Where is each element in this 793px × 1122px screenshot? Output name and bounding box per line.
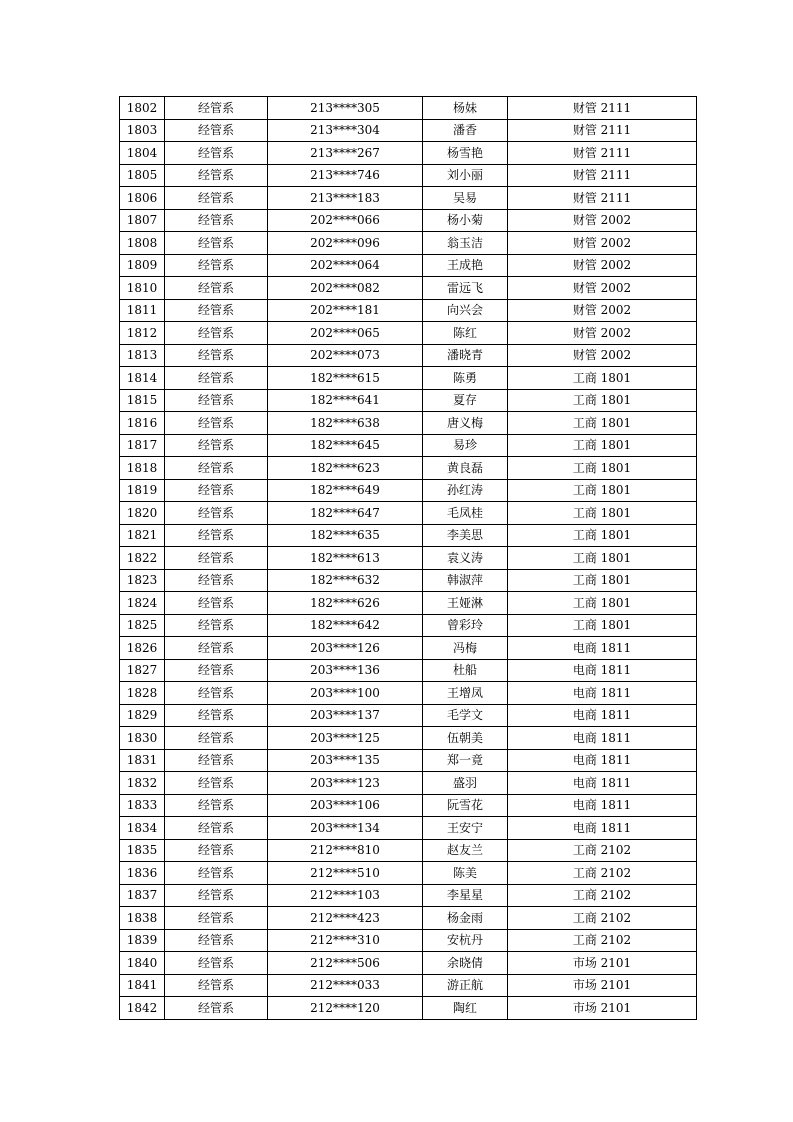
student-id-cell: 182****641 bbox=[268, 389, 423, 412]
table-row bbox=[120, 164, 697, 187]
student-id-cell: 182****647 bbox=[268, 502, 423, 525]
student-id-cell: 202****064 bbox=[268, 254, 423, 277]
class-cell: 工商 1801 bbox=[508, 412, 697, 435]
student-id-cell: 182****632 bbox=[268, 569, 423, 592]
table-row bbox=[120, 614, 697, 637]
student-name-cell: 安杭丹 bbox=[423, 929, 508, 952]
student-id-cell: 202****065 bbox=[268, 322, 423, 345]
class-cell: 工商 2102 bbox=[508, 884, 697, 907]
class-cell: 工商 1801 bbox=[508, 479, 697, 502]
department-cell: 经管系 bbox=[165, 929, 268, 952]
student-name-cell: 杨妹 bbox=[423, 97, 508, 120]
row-number-cell: 1809 bbox=[120, 254, 165, 277]
class-cell: 财管 2002 bbox=[508, 277, 697, 300]
department-cell: 经管系 bbox=[165, 839, 268, 862]
table-row bbox=[120, 412, 697, 435]
department-cell: 经管系 bbox=[165, 907, 268, 930]
department-cell: 经管系 bbox=[165, 682, 268, 705]
department-cell: 经管系 bbox=[165, 502, 268, 525]
table-row bbox=[120, 457, 697, 480]
student-id-cell: 182****635 bbox=[268, 524, 423, 547]
row-number-cell: 1834 bbox=[120, 817, 165, 840]
student-id-cell: 212****510 bbox=[268, 862, 423, 885]
department-cell: 经管系 bbox=[165, 457, 268, 480]
table-row bbox=[120, 209, 697, 232]
student-name-cell: 杨金雨 bbox=[423, 907, 508, 930]
student-id-cell: 202****073 bbox=[268, 344, 423, 367]
row-number-cell: 1826 bbox=[120, 637, 165, 660]
department-cell: 经管系 bbox=[165, 254, 268, 277]
class-cell: 电商 1811 bbox=[508, 749, 697, 772]
department-cell: 经管系 bbox=[165, 974, 268, 997]
row-number-cell: 1835 bbox=[120, 839, 165, 862]
student-name-cell: 陈勇 bbox=[423, 367, 508, 390]
student-id-cell: 182****626 bbox=[268, 592, 423, 615]
department-cell: 经管系 bbox=[165, 367, 268, 390]
student-name-cell: 曾彩玲 bbox=[423, 614, 508, 637]
table-row bbox=[120, 434, 697, 457]
class-cell: 工商 1801 bbox=[508, 389, 697, 412]
student-id-cell: 182****649 bbox=[268, 479, 423, 502]
row-number-cell: 1823 bbox=[120, 569, 165, 592]
class-cell: 财管 2002 bbox=[508, 254, 697, 277]
student-name-cell: 翁玉洁 bbox=[423, 232, 508, 255]
student-name-cell: 盛羽 bbox=[423, 772, 508, 795]
table-row bbox=[120, 502, 697, 525]
department-cell: 经管系 bbox=[165, 322, 268, 345]
table-row bbox=[120, 389, 697, 412]
student-id-cell: 213****305 bbox=[268, 97, 423, 120]
student-name-cell: 易珍 bbox=[423, 434, 508, 457]
class-cell: 电商 1811 bbox=[508, 817, 697, 840]
class-cell: 工商 1801 bbox=[508, 569, 697, 592]
student-name-cell: 赵友兰 bbox=[423, 839, 508, 862]
student-id-cell: 203****137 bbox=[268, 704, 423, 727]
student-name-cell: 余晓倩 bbox=[423, 952, 508, 975]
row-number-cell: 1833 bbox=[120, 794, 165, 817]
department-cell: 经管系 bbox=[165, 884, 268, 907]
student-name-cell: 陈红 bbox=[423, 322, 508, 345]
row-number-cell: 1841 bbox=[120, 974, 165, 997]
student-name-cell: 刘小丽 bbox=[423, 164, 508, 187]
student-name-cell: 陶红 bbox=[423, 997, 508, 1020]
student-id-cell: 202****066 bbox=[268, 209, 423, 232]
class-cell: 财管 2111 bbox=[508, 142, 697, 165]
student-id-cell: 202****096 bbox=[268, 232, 423, 255]
class-cell: 电商 1811 bbox=[508, 637, 697, 660]
student-name-cell: 王安宁 bbox=[423, 817, 508, 840]
department-cell: 经管系 bbox=[165, 524, 268, 547]
row-number-cell: 1815 bbox=[120, 389, 165, 412]
student-id-cell: 182****613 bbox=[268, 547, 423, 570]
class-cell: 电商 1811 bbox=[508, 772, 697, 795]
row-number-cell: 1804 bbox=[120, 142, 165, 165]
student-id-cell: 182****642 bbox=[268, 614, 423, 637]
student-id-cell: 213****183 bbox=[268, 187, 423, 210]
student-name-cell: 唐义梅 bbox=[423, 412, 508, 435]
class-cell: 工商 1801 bbox=[508, 547, 697, 570]
table-row bbox=[120, 547, 697, 570]
student-id-cell: 212****103 bbox=[268, 884, 423, 907]
row-number-cell: 1827 bbox=[120, 659, 165, 682]
table-row bbox=[120, 119, 697, 142]
class-cell: 财管 2111 bbox=[508, 119, 697, 142]
student-name-cell: 向兴会 bbox=[423, 299, 508, 322]
student-id-cell: 182****638 bbox=[268, 412, 423, 435]
table-row bbox=[120, 592, 697, 615]
student-name-cell: 游正航 bbox=[423, 974, 508, 997]
student-name-cell: 李星星 bbox=[423, 884, 508, 907]
table-row bbox=[120, 929, 697, 952]
student-id-cell: 203****126 bbox=[268, 637, 423, 660]
row-number-cell: 1820 bbox=[120, 502, 165, 525]
student-name-cell: 潘晓青 bbox=[423, 344, 508, 367]
department-cell: 经管系 bbox=[165, 772, 268, 795]
student-name-cell: 王娅淋 bbox=[423, 592, 508, 615]
row-number-cell: 1807 bbox=[120, 209, 165, 232]
table-row bbox=[120, 232, 697, 255]
row-number-cell: 1816 bbox=[120, 412, 165, 435]
row-number-cell: 1811 bbox=[120, 299, 165, 322]
class-cell: 财管 2002 bbox=[508, 232, 697, 255]
department-cell: 经管系 bbox=[165, 817, 268, 840]
department-cell: 经管系 bbox=[165, 862, 268, 885]
table-row bbox=[120, 839, 697, 862]
student-id-cell: 202****082 bbox=[268, 277, 423, 300]
row-number-cell: 1830 bbox=[120, 727, 165, 750]
row-number-cell: 1822 bbox=[120, 547, 165, 570]
class-cell: 工商 1801 bbox=[508, 457, 697, 480]
table-row bbox=[120, 884, 697, 907]
student-table bbox=[119, 96, 697, 1020]
row-number-cell: 1840 bbox=[120, 952, 165, 975]
student-name-cell: 韩淑萍 bbox=[423, 569, 508, 592]
table-row bbox=[120, 277, 697, 300]
row-number-cell: 1832 bbox=[120, 772, 165, 795]
row-number-cell: 1810 bbox=[120, 277, 165, 300]
table-row bbox=[120, 659, 697, 682]
class-cell: 市场 2101 bbox=[508, 997, 697, 1020]
table-row bbox=[120, 367, 697, 390]
table-row bbox=[120, 479, 697, 502]
class-cell: 电商 1811 bbox=[508, 682, 697, 705]
class-cell: 工商 1801 bbox=[508, 434, 697, 457]
department-cell: 经管系 bbox=[165, 614, 268, 637]
row-number-cell: 1814 bbox=[120, 367, 165, 390]
student-name-cell: 郑一竟 bbox=[423, 749, 508, 772]
department-cell: 经管系 bbox=[165, 479, 268, 502]
class-cell: 电商 1811 bbox=[508, 704, 697, 727]
table-row bbox=[120, 727, 697, 750]
student-id-cell: 213****304 bbox=[268, 119, 423, 142]
class-cell: 工商 1801 bbox=[508, 524, 697, 547]
class-cell: 财管 2002 bbox=[508, 209, 697, 232]
department-cell: 经管系 bbox=[165, 569, 268, 592]
department-cell: 经管系 bbox=[165, 164, 268, 187]
student-name-cell: 王增凤 bbox=[423, 682, 508, 705]
class-cell: 电商 1811 bbox=[508, 794, 697, 817]
table-row bbox=[120, 952, 697, 975]
table-row bbox=[120, 142, 697, 165]
class-cell: 工商 1801 bbox=[508, 592, 697, 615]
department-cell: 经管系 bbox=[165, 389, 268, 412]
department-cell: 经管系 bbox=[165, 637, 268, 660]
student-id-cell: 182****623 bbox=[268, 457, 423, 480]
class-cell: 电商 1811 bbox=[508, 727, 697, 750]
student-id-cell: 213****746 bbox=[268, 164, 423, 187]
department-cell: 经管系 bbox=[165, 412, 268, 435]
department-cell: 经管系 bbox=[165, 434, 268, 457]
department-cell: 经管系 bbox=[165, 749, 268, 772]
class-cell: 财管 2002 bbox=[508, 344, 697, 367]
department-cell: 经管系 bbox=[165, 142, 268, 165]
row-number-cell: 1819 bbox=[120, 479, 165, 502]
student-id-cell: 203****106 bbox=[268, 794, 423, 817]
row-number-cell: 1828 bbox=[120, 682, 165, 705]
table-row bbox=[120, 974, 697, 997]
department-cell: 经管系 bbox=[165, 209, 268, 232]
student-name-cell: 黄良磊 bbox=[423, 457, 508, 480]
department-cell: 经管系 bbox=[165, 344, 268, 367]
student-id-cell: 203****134 bbox=[268, 817, 423, 840]
student-id-cell: 213****267 bbox=[268, 142, 423, 165]
department-cell: 经管系 bbox=[165, 547, 268, 570]
student-name-cell: 伍朝美 bbox=[423, 727, 508, 750]
row-number-cell: 1838 bbox=[120, 907, 165, 930]
department-cell: 经管系 bbox=[165, 299, 268, 322]
student-id-cell: 203****136 bbox=[268, 659, 423, 682]
table-row bbox=[120, 524, 697, 547]
student-table-body bbox=[120, 97, 697, 1020]
department-cell: 经管系 bbox=[165, 794, 268, 817]
table-row bbox=[120, 794, 697, 817]
row-number-cell: 1817 bbox=[120, 434, 165, 457]
row-number-cell: 1824 bbox=[120, 592, 165, 615]
student-name-cell: 杨小菊 bbox=[423, 209, 508, 232]
student-name-cell: 袁义涛 bbox=[423, 547, 508, 570]
row-number-cell: 1842 bbox=[120, 997, 165, 1020]
student-id-cell: 212****810 bbox=[268, 839, 423, 862]
table-row bbox=[120, 569, 697, 592]
department-cell: 经管系 bbox=[165, 277, 268, 300]
student-name-cell: 潘香 bbox=[423, 119, 508, 142]
department-cell: 经管系 bbox=[165, 704, 268, 727]
table-row bbox=[120, 254, 697, 277]
table-row bbox=[120, 817, 697, 840]
row-number-cell: 1836 bbox=[120, 862, 165, 885]
student-id-cell: 212****120 bbox=[268, 997, 423, 1020]
department-cell: 经管系 bbox=[165, 119, 268, 142]
student-id-cell: 182****645 bbox=[268, 434, 423, 457]
student-name-cell: 杨雪艳 bbox=[423, 142, 508, 165]
row-number-cell: 1839 bbox=[120, 929, 165, 952]
row-number-cell: 1808 bbox=[120, 232, 165, 255]
class-cell: 工商 1801 bbox=[508, 367, 697, 390]
table-row bbox=[120, 907, 697, 930]
student-id-cell: 203****125 bbox=[268, 727, 423, 750]
department-cell: 经管系 bbox=[165, 592, 268, 615]
student-id-cell: 212****310 bbox=[268, 929, 423, 952]
department-cell: 经管系 bbox=[165, 952, 268, 975]
row-number-cell: 1806 bbox=[120, 187, 165, 210]
table-row bbox=[120, 97, 697, 120]
row-number-cell: 1829 bbox=[120, 704, 165, 727]
student-name-cell: 孙红涛 bbox=[423, 479, 508, 502]
student-name-cell: 王成艳 bbox=[423, 254, 508, 277]
row-number-cell: 1812 bbox=[120, 322, 165, 345]
table-row bbox=[120, 772, 697, 795]
row-number-cell: 1818 bbox=[120, 457, 165, 480]
table-row bbox=[120, 344, 697, 367]
department-cell: 经管系 bbox=[165, 997, 268, 1020]
student-id-cell: 212****506 bbox=[268, 952, 423, 975]
class-cell: 工商 1801 bbox=[508, 502, 697, 525]
class-cell: 工商 2102 bbox=[508, 862, 697, 885]
student-id-cell: 203****123 bbox=[268, 772, 423, 795]
table-row bbox=[120, 749, 697, 772]
student-id-cell: 202****181 bbox=[268, 299, 423, 322]
department-cell: 经管系 bbox=[165, 232, 268, 255]
row-number-cell: 1802 bbox=[120, 97, 165, 120]
student-id-cell: 203****100 bbox=[268, 682, 423, 705]
row-number-cell: 1837 bbox=[120, 884, 165, 907]
student-name-cell: 毛学文 bbox=[423, 704, 508, 727]
table-row bbox=[120, 187, 697, 210]
department-cell: 经管系 bbox=[165, 659, 268, 682]
class-cell: 财管 2111 bbox=[508, 164, 697, 187]
row-number-cell: 1813 bbox=[120, 344, 165, 367]
table-row bbox=[120, 682, 697, 705]
class-cell: 电商 1811 bbox=[508, 659, 697, 682]
row-number-cell: 1805 bbox=[120, 164, 165, 187]
student-id-cell: 203****135 bbox=[268, 749, 423, 772]
table-row bbox=[120, 862, 697, 885]
class-cell: 财管 2002 bbox=[508, 322, 697, 345]
student-id-cell: 182****615 bbox=[268, 367, 423, 390]
student-name-cell: 杜船 bbox=[423, 659, 508, 682]
student-name-cell: 陈美 bbox=[423, 862, 508, 885]
department-cell: 经管系 bbox=[165, 97, 268, 120]
class-cell: 市场 2101 bbox=[508, 974, 697, 997]
row-number-cell: 1803 bbox=[120, 119, 165, 142]
class-cell: 工商 2102 bbox=[508, 907, 697, 930]
student-name-cell: 夏存 bbox=[423, 389, 508, 412]
student-id-cell: 212****033 bbox=[268, 974, 423, 997]
class-cell: 财管 2111 bbox=[508, 97, 697, 120]
class-cell: 工商 2102 bbox=[508, 839, 697, 862]
class-cell: 工商 1801 bbox=[508, 614, 697, 637]
student-id-cell: 212****423 bbox=[268, 907, 423, 930]
student-name-cell: 阮雪花 bbox=[423, 794, 508, 817]
table-row bbox=[120, 322, 697, 345]
row-number-cell: 1821 bbox=[120, 524, 165, 547]
row-number-cell: 1825 bbox=[120, 614, 165, 637]
table-row bbox=[120, 299, 697, 322]
student-name-cell: 吴易 bbox=[423, 187, 508, 210]
student-name-cell: 毛凤桂 bbox=[423, 502, 508, 525]
student-name-cell: 冯梅 bbox=[423, 637, 508, 660]
department-cell: 经管系 bbox=[165, 727, 268, 750]
class-cell: 财管 2111 bbox=[508, 187, 697, 210]
department-cell: 经管系 bbox=[165, 187, 268, 210]
row-number-cell: 1831 bbox=[120, 749, 165, 772]
table-row bbox=[120, 704, 697, 727]
class-cell: 市场 2101 bbox=[508, 952, 697, 975]
class-cell: 财管 2002 bbox=[508, 299, 697, 322]
student-name-cell: 雷远飞 bbox=[423, 277, 508, 300]
table-row bbox=[120, 637, 697, 660]
class-cell: 工商 2102 bbox=[508, 929, 697, 952]
table-row bbox=[120, 997, 697, 1020]
student-name-cell: 李美思 bbox=[423, 524, 508, 547]
